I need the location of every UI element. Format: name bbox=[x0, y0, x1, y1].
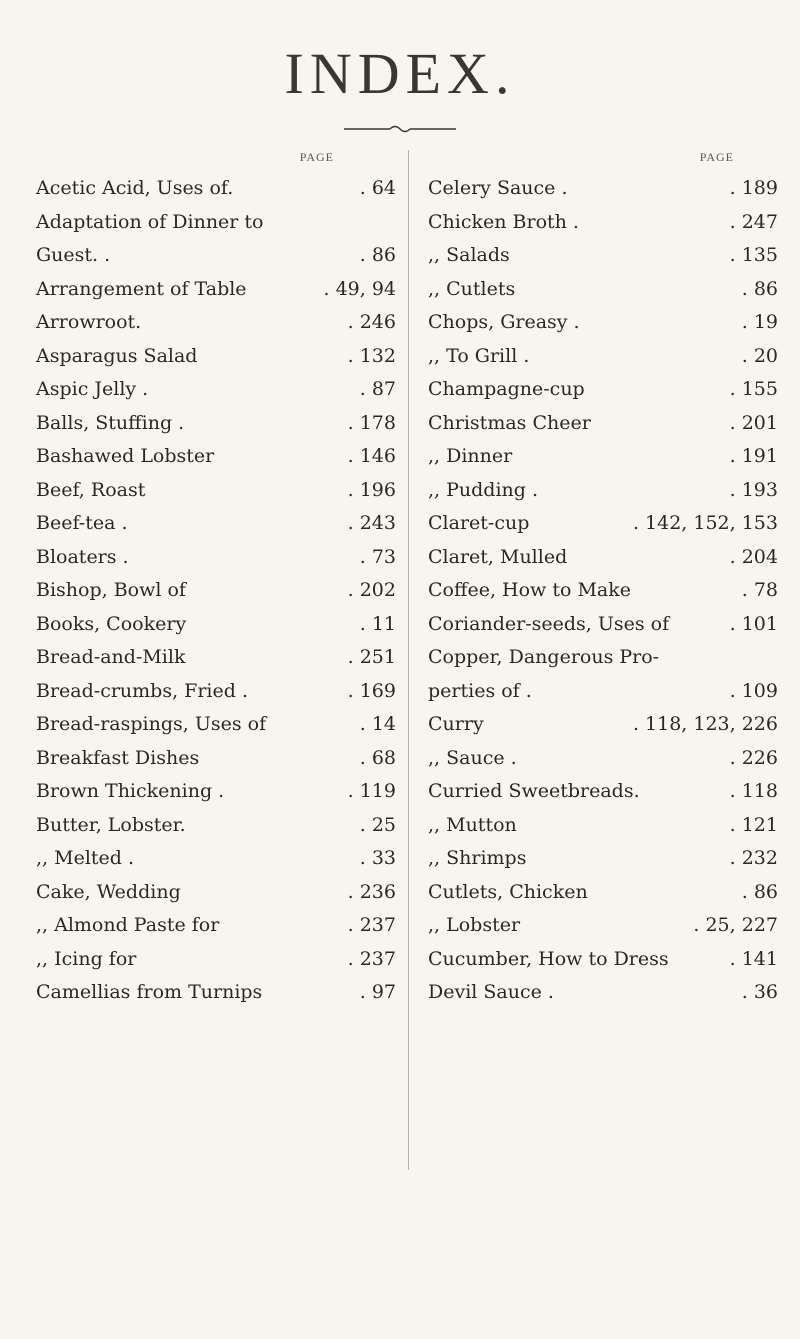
index-entry bbox=[36, 239, 396, 273]
index-column-right bbox=[428, 150, 786, 1010]
entry-pages: . 201 bbox=[729, 411, 778, 434]
entry-name: Asparagus Salad bbox=[36, 344, 198, 367]
entry-pages: . 204 bbox=[729, 545, 778, 568]
index-entry bbox=[36, 172, 396, 206]
entry-name: Adaptation of Dinner to bbox=[36, 210, 264, 233]
entry-pages: . 73 bbox=[359, 545, 396, 568]
entry-pages: . 11 bbox=[359, 612, 396, 635]
entry-pages: . 118, 123, 226 bbox=[632, 713, 778, 735]
entry-name: Arrangement of Table bbox=[36, 277, 247, 300]
index-entry bbox=[428, 976, 786, 1010]
entry-pages: . 97 bbox=[359, 981, 396, 1003]
entry-name: ,, To Grill . bbox=[428, 344, 530, 367]
entry-pages: . 64 bbox=[359, 177, 396, 199]
index-entry bbox=[428, 943, 786, 977]
entry-name: Brown Thickening . bbox=[36, 780, 225, 802]
entry-name: Cutlets, Chicken bbox=[428, 880, 588, 903]
index-entry bbox=[428, 172, 786, 206]
entry-name: perties of . bbox=[428, 679, 532, 702]
entry-pages: . 109 bbox=[729, 679, 778, 702]
index-entry bbox=[428, 239, 786, 273]
index-entries-left bbox=[36, 172, 396, 1010]
entry-name: ,, Almond Paste for bbox=[36, 914, 220, 936]
index-entry bbox=[36, 373, 396, 407]
index-entry bbox=[428, 708, 786, 742]
entry-pages: . 121 bbox=[729, 813, 778, 836]
entry-name: Chicken Broth . bbox=[428, 210, 579, 233]
entry-name: Bread-crumbs, Fried . bbox=[36, 679, 248, 702]
page-column-header: PAGE bbox=[699, 150, 734, 164]
entry-pages: . 141 bbox=[729, 947, 778, 970]
entry-pages: . 202 bbox=[347, 579, 396, 601]
index-entry bbox=[36, 407, 396, 441]
entry-pages: . 101 bbox=[729, 612, 778, 635]
entry-name: Balls, Stuffing . bbox=[36, 411, 185, 434]
entry-name: Claret, Mulled bbox=[428, 545, 568, 568]
entry-name: Aspic Jelly . bbox=[36, 378, 149, 400]
index-entry bbox=[36, 608, 396, 642]
index-entry bbox=[36, 440, 396, 474]
entry-name: Camellias from Turnips bbox=[36, 981, 263, 1003]
entry-pages: . 243 bbox=[347, 512, 396, 534]
entry-pages: . 236 bbox=[347, 880, 396, 903]
entry-name: ,, Salads bbox=[428, 244, 510, 266]
entry-name: Celery Sauce . bbox=[428, 177, 568, 199]
entry-pages: . 86 bbox=[741, 277, 778, 300]
entry-name: Chops, Greasy . bbox=[428, 311, 580, 333]
entry-pages: . 132 bbox=[347, 344, 396, 367]
page-title: INDEX. bbox=[284, 41, 516, 106]
entry-name: Bashawed Lobster bbox=[36, 445, 215, 467]
entry-pages: . 20 bbox=[741, 344, 778, 367]
entry-name: Claret-cup bbox=[428, 512, 530, 534]
ornament-rule-icon bbox=[340, 122, 460, 136]
entry-name: Cucumber, How to Dress bbox=[428, 947, 669, 970]
entry-pages: . 191 bbox=[729, 445, 778, 467]
index-entry bbox=[428, 206, 786, 240]
index-entry bbox=[428, 675, 786, 709]
index-entry bbox=[428, 273, 786, 307]
entry-pages: . 232 bbox=[729, 847, 778, 869]
entry-pages: . 25 bbox=[359, 813, 396, 836]
entry-name: Coriander-seeds, Uses of bbox=[428, 612, 670, 635]
index-entry bbox=[36, 909, 396, 943]
index-entry bbox=[36, 976, 396, 1010]
entry-name: Copper, Dangerous Pro- bbox=[428, 646, 660, 668]
index-entry bbox=[428, 909, 786, 943]
entry-pages: . 119 bbox=[347, 780, 396, 802]
entry-name: ,, Shrimps bbox=[428, 847, 527, 869]
index-entry bbox=[428, 641, 786, 675]
index-entry bbox=[36, 809, 396, 843]
index-entry bbox=[428, 809, 786, 843]
column-divider bbox=[408, 150, 409, 1170]
entry-name: ,, Mutton bbox=[428, 813, 517, 836]
entry-pages: . 146 bbox=[347, 445, 396, 467]
entry-name: Beef-tea . bbox=[36, 512, 128, 534]
index-entries-right bbox=[428, 172, 786, 1010]
page-column-header: PAGE bbox=[299, 150, 334, 164]
entry-pages: . 226 bbox=[729, 746, 778, 769]
entry-name: Christmas Cheer bbox=[428, 411, 591, 434]
entry-name: Guest. . bbox=[36, 244, 111, 266]
entry-name: Bloaters . bbox=[36, 545, 129, 568]
entry-name: Devil Sauce . bbox=[428, 981, 554, 1003]
entry-pages: . 169 bbox=[347, 679, 396, 702]
entry-name: Butter, Lobster. bbox=[36, 813, 186, 836]
index-entry bbox=[36, 675, 396, 709]
entry-name: Bread-raspings, Uses of bbox=[36, 713, 267, 735]
entry-pages: . 14 bbox=[359, 713, 396, 735]
entry-pages: . 193 bbox=[729, 478, 778, 501]
entry-name: Acetic Acid, Uses of. bbox=[36, 177, 234, 199]
index-entry bbox=[428, 474, 786, 508]
entry-pages: . 237 bbox=[347, 914, 396, 936]
entry-name: Curry bbox=[428, 713, 484, 735]
index-entry bbox=[428, 775, 786, 809]
index-entry bbox=[428, 407, 786, 441]
index-entry bbox=[36, 474, 396, 508]
entry-name: ,, Pudding . bbox=[428, 478, 539, 501]
entry-pages: . 142, 152, 153 bbox=[632, 512, 778, 534]
entry-pages: . 78 bbox=[741, 579, 778, 601]
index-entry bbox=[428, 608, 786, 642]
entry-name: Breakfast Dishes bbox=[36, 746, 200, 769]
entry-pages: . 251 bbox=[347, 646, 396, 668]
index-column-left bbox=[36, 150, 396, 1010]
entry-name: Arrowroot. bbox=[36, 311, 142, 333]
entry-pages: . 86 bbox=[359, 244, 396, 266]
entry-pages: . 86 bbox=[741, 880, 778, 903]
entry-name: Champagne-cup bbox=[428, 378, 585, 400]
entry-pages: . 247 bbox=[729, 210, 778, 233]
entry-name: Beef, Roast bbox=[36, 478, 146, 501]
entry-name: ,, Cutlets bbox=[428, 277, 516, 300]
entry-pages: . 196 bbox=[347, 478, 396, 501]
index-entry bbox=[428, 306, 786, 340]
entry-name: Coffee, How to Make bbox=[428, 579, 632, 601]
entry-name: Books, Cookery bbox=[36, 612, 187, 635]
index-entry bbox=[428, 440, 786, 474]
entry-pages: . 87 bbox=[359, 378, 396, 400]
index-entry bbox=[36, 943, 396, 977]
index-entry bbox=[36, 273, 396, 307]
index-entry bbox=[428, 541, 786, 575]
entry-name: ,, Lobster bbox=[428, 914, 521, 936]
index-entry bbox=[36, 507, 396, 541]
index-entry bbox=[36, 541, 396, 575]
index-entry bbox=[36, 708, 396, 742]
index-entry bbox=[36, 775, 396, 809]
entry-name: Cake, Wedding bbox=[36, 880, 181, 903]
entry-pages: . 25, 227 bbox=[693, 914, 778, 936]
index-entry bbox=[36, 340, 396, 374]
entry-name: Bread-and-Milk bbox=[36, 646, 186, 668]
index-entry bbox=[428, 373, 786, 407]
entry-pages: . 155 bbox=[729, 378, 778, 400]
entry-name: ,, Melted . bbox=[36, 847, 135, 869]
index-entry bbox=[428, 742, 786, 776]
index-entry bbox=[428, 876, 786, 910]
entry-pages: . 237 bbox=[347, 947, 396, 970]
index-entry bbox=[428, 340, 786, 374]
entry-name: Curried Sweetbreads. bbox=[428, 780, 640, 802]
entry-pages: . 36 bbox=[741, 981, 778, 1003]
index-entry bbox=[36, 641, 396, 675]
entry-name: ,, Dinner bbox=[428, 445, 513, 467]
entry-pages: . 33 bbox=[359, 847, 396, 869]
index-entry bbox=[36, 742, 396, 776]
entry-pages: . 246 bbox=[347, 311, 396, 333]
entry-name: ,, Icing for bbox=[36, 947, 137, 970]
index-entry bbox=[428, 842, 786, 876]
index-entry bbox=[36, 876, 396, 910]
entry-pages: . 118 bbox=[729, 780, 778, 802]
index-entry bbox=[428, 574, 786, 608]
index-entry bbox=[36, 306, 396, 340]
index-entry bbox=[36, 206, 396, 240]
entry-pages: . 68 bbox=[359, 746, 396, 769]
entry-name: ,, Sauce . bbox=[428, 746, 517, 769]
entry-pages: . 178 bbox=[347, 411, 396, 434]
index-entry bbox=[36, 842, 396, 876]
entry-pages: . 135 bbox=[729, 244, 778, 266]
index-entry bbox=[428, 507, 786, 541]
entry-name: Bishop, Bowl of bbox=[36, 579, 186, 601]
entry-pages: . 189 bbox=[729, 177, 778, 199]
index-entry bbox=[36, 574, 396, 608]
entry-pages: . 19 bbox=[741, 311, 778, 333]
entry-pages: . 49, 94 bbox=[323, 277, 396, 300]
